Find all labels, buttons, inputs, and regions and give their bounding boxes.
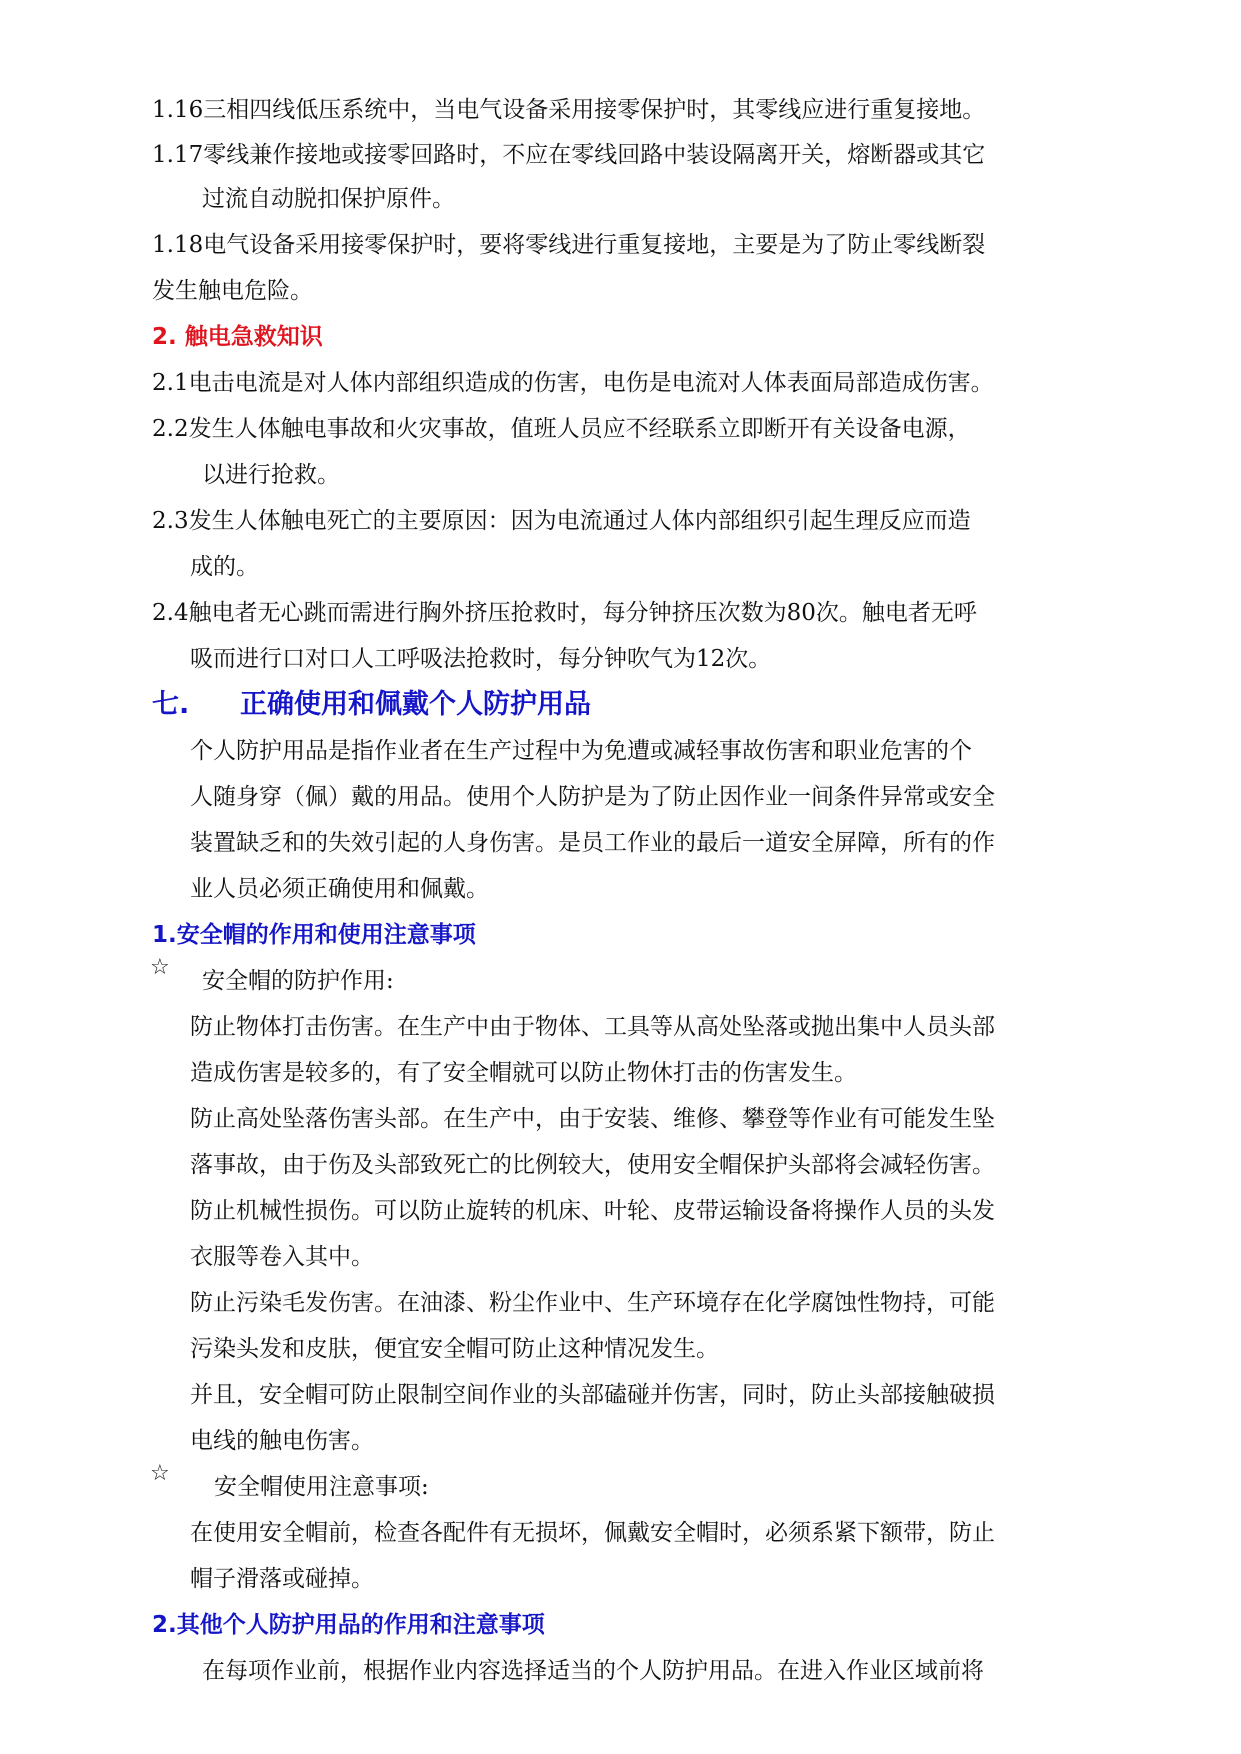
text-line: 2.1电击电流是对人体内部组织造成的伤害，电伤是电流对人体表面局部造成伤害。 bbox=[152, 370, 994, 396]
text-line: 防止物体打击伤害。在生产中由于物体、工具等从高处坠落或抛出集中人员头部 bbox=[190, 1014, 995, 1040]
star-bullet-icon: ☆ bbox=[150, 955, 170, 980]
text-line: 2.4触电者无心跳而需进行胸外挤压抢救时，每分钟挤压次数为80次。触电者无呼 bbox=[152, 600, 977, 626]
subsection-heading-helmet: 1.安全帽的作用和使用注意事项 bbox=[152, 922, 476, 948]
text-line: 过流自动脱扣保护原件。 bbox=[202, 186, 455, 212]
text-line: 以进行抢救。 bbox=[202, 462, 340, 488]
chapter-title: 正确使用和佩戴个人防护用品 bbox=[240, 689, 591, 720]
text-line: 吸而进行口对口人工呼吸法抢救时，每分钟吹气为12次。 bbox=[190, 646, 772, 672]
text-line: 1.17零线兼作接地或接零回路时，不应在零线回路中装设隔离开关，熔断器或其它 bbox=[152, 142, 986, 168]
text-line: 1.18电气设备采用接零保护时，要将零线进行重复接地，主要是为了防止零线断裂 bbox=[152, 232, 986, 258]
subsection-heading-other-ppe: 2.其他个人防护用品的作用和注意事项 bbox=[152, 1612, 545, 1638]
text-line: 人随身穿（佩）戴的用品。使用个人防护是为了防止因作业一间条件异常或安全 bbox=[190, 784, 995, 810]
text-line: 防止机械性损伤。可以防止旋转的机床、叶轮、皮带运输设备将操作人员的头发 bbox=[190, 1198, 995, 1224]
text-line: 2.2发生人体触电事故和火灾事故，值班人员应不经联系立即断开有关设备电源， bbox=[152, 416, 971, 442]
text-line: 安全帽使用注意事项: bbox=[214, 1474, 429, 1500]
text-line: 在每项作业前，根据作业内容选择适当的个人防护用品。在进入作业区域前将 bbox=[202, 1658, 984, 1684]
chapter-number: 七. bbox=[152, 689, 190, 720]
text-line: 防止高处坠落伤害头部。在生产中，由于安装、维修、攀登等作业有可能发生坠 bbox=[190, 1106, 995, 1132]
section-heading-first-aid: 2. 触电急救知识 bbox=[152, 324, 323, 350]
text-line: 电线的触电伤害。 bbox=[190, 1428, 374, 1454]
text-line: 帽子滑落或碰掉。 bbox=[190, 1566, 374, 1592]
text-line: 落事故，由于伤及头部致死亡的比例较大，使用安全帽保护头部将会减轻伤害。 bbox=[190, 1152, 995, 1178]
text-line: 污染头发和皮肤，便宜安全帽可防止这种情况发生。 bbox=[190, 1336, 719, 1362]
text-line: 防止污染毛发伤害。在油漆、粉尘作业中、生产环境存在化学腐蚀性物持，可能 bbox=[190, 1290, 995, 1316]
text-line: 在使用安全帽前，检查各配件有无损坏，佩戴安全帽时，必须系紧下额带，防止 bbox=[190, 1520, 995, 1546]
text-line: 发生触电危险。 bbox=[152, 278, 313, 304]
text-line: 装置缺乏和的失效引起的人身伤害。是员工作业的最后一道安全屏障，所有的作 bbox=[190, 830, 995, 856]
text-line: 1.16三相四线低压系统中，当电气设备采用接零保护时，其零线应进行重复接地。 bbox=[152, 97, 986, 123]
text-line: 业人员必须正确使用和佩戴。 bbox=[190, 876, 489, 902]
text-line: 造成伤害是较多的，有了安全帽就可以防止物休打击的伤害发生。 bbox=[190, 1060, 857, 1086]
text-line: 衣服等卷入其中。 bbox=[190, 1244, 374, 1270]
text-line: 并且，安全帽可防止限制空间作业的头部磕碰并伤害，同时，防止头部接触破损 bbox=[190, 1382, 995, 1408]
text-line: 个人防护用品是指作业者在生产过程中为免遭或减轻事故伤害和职业危害的个 bbox=[190, 738, 972, 764]
text-line: 成的。 bbox=[190, 554, 259, 580]
text-line: 安全帽的防护作用: bbox=[202, 968, 394, 994]
star-bullet-icon: ☆ bbox=[150, 1461, 170, 1486]
text-line: 2.3发生人体触电死亡的主要原因：因为电流通过人体内部组织引起生理反应而造 bbox=[152, 508, 971, 534]
chapter-heading bbox=[152, 688, 591, 722]
